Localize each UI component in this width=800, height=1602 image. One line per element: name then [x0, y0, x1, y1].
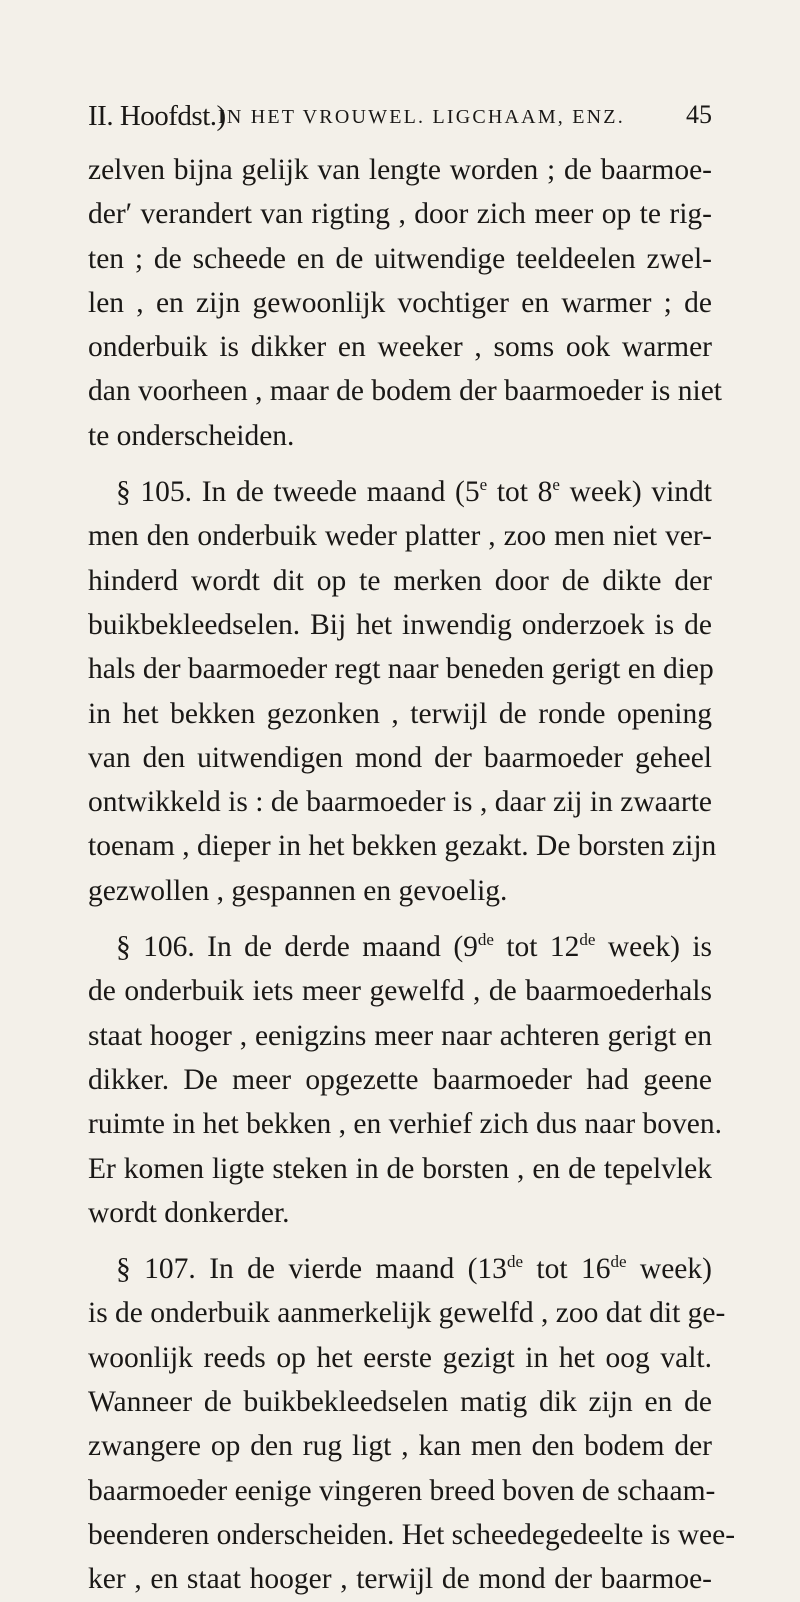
chapter-label: II. Hoofdst.): [88, 100, 226, 132]
text-line: § 107. In de vierde maand (13de tot 16de week): [116, 1252, 712, 1286]
running-header: [88, 100, 712, 140]
text-line: hals der baarmoeder regt naar beneden gerigt en diep: [88, 653, 714, 686]
running-title: IN HET VROUWEL. LIGCHAAM, ENZ.: [218, 106, 625, 128]
text-line: § 105. In de tweede maand (5e tot 8e week) vindt: [116, 475, 712, 509]
text-line: zelven bijna gelijk van lengte worden ; de baarmoe-: [88, 154, 712, 186]
text-line: hinderd wordt dit op te merken door de dikte der: [88, 564, 712, 597]
text-line: ruimte in het bekken , en verhief zich dus naar boven.: [88, 1108, 723, 1141]
text-line: van den uitwendigen mond der baarmoeder geheel: [88, 741, 712, 774]
text-line: § 106. In de derde maand (9de tot 12de week) is: [116, 930, 712, 964]
text-line: ten ; de scheede en de uitwendige teeldeelen zwel-: [88, 242, 712, 275]
text-line: len , en zijn gewoonlijk vochtiger en warmer ; de: [88, 286, 712, 319]
page-number: 45: [686, 100, 712, 129]
body-text: [88, 148, 736, 1602]
text-line: wordt donkerder.: [88, 1196, 290, 1229]
text-line: der′ verandert van rigting , door zich meer op te rig-: [88, 198, 712, 231]
paragraph-gap: [88, 458, 712, 470]
paragraph-gap: [88, 913, 712, 925]
text-line: is de onderbuik aanmerkelijk gewelfd , zoo dat dit ge-: [88, 1297, 726, 1330]
text-line: baarmoeder eenige vingeren breed boven de schaam-: [88, 1474, 716, 1507]
text-line: ontwikkeld is : de baarmoeder is , daar zij in zwaarte: [88, 786, 712, 819]
text-line: dikker. De meer opgezette baarmoeder had geene: [88, 1063, 712, 1096]
text-line: zwangere op den rug ligt , kan men den bodem der: [88, 1430, 712, 1463]
text-line: Er komen ligte steken in de borsten , en de tepelvlek: [88, 1152, 712, 1185]
paragraph-gap: [88, 1235, 712, 1247]
text-line: beenderen onderscheiden. Het scheedegedeelte is wee-: [88, 1518, 736, 1551]
text-line: dan voorheen , maar de bodem der baarmoeder is niet: [88, 375, 722, 408]
text-line: men den onderbuik weder platter , zoo men niet ver-: [88, 520, 712, 553]
text-line: buikbekleedselen. Bij het inwendig onderzoek is de: [88, 608, 712, 641]
text-line: in het bekken gezonken , terwijl de ronde opening: [88, 697, 712, 730]
text-line: toenam , dieper in het bekken gezakt. De borsten zijn: [88, 830, 717, 863]
text-line: te onderscheiden.: [88, 419, 295, 452]
text-line: Wanneer de buikbekleedselen matig dik zijn en de: [88, 1386, 712, 1419]
text-line: de onderbuik iets meer gewelfd , de baarmoederhals: [88, 975, 712, 1008]
text-line: gezwollen , gespannen en gevoelig.: [88, 874, 508, 907]
text-line: onderbuik is dikker en weeker , soms ook warmer: [88, 331, 712, 364]
text-line: woonlijk reeds op het eerste gezigt in het oog valt.: [88, 1341, 712, 1374]
text-line: ker , en staat hooger , terwijl de mond der baarmoe-: [88, 1563, 712, 1596]
text-line: staat hooger , eenigzins meer naar achteren gerigt en: [88, 1019, 712, 1052]
